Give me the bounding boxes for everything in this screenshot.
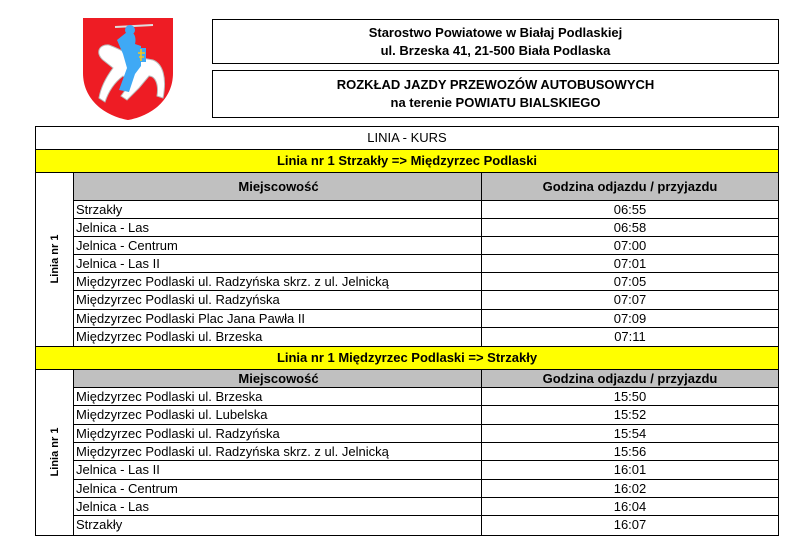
line-label-cell — [36, 173, 74, 346]
column-header-location: Miejscowość — [74, 370, 482, 387]
stop-time: 16:02 — [613, 480, 647, 496]
stop-name: Międzyrzec Podlaski ul. Radzyńska — [74, 425, 482, 442]
table-row — [74, 219, 778, 237]
stop-time: 16:04 — [613, 499, 647, 515]
document-title-box — [212, 70, 779, 118]
stop-name: Międzyrzec Podlaski ul. Radzyńska — [74, 291, 482, 308]
table-row — [74, 328, 778, 346]
line-label: Linia nr 1 — [48, 234, 61, 284]
stop-time: 16:01 — [613, 462, 647, 478]
stop-name: Międzyrzec Podlaski Plac Jana Pawła II — [74, 310, 482, 327]
table-row — [74, 273, 778, 291]
coat-of-arms-icon — [83, 18, 173, 120]
stop-time: 07:00 — [613, 238, 647, 254]
table-row — [74, 388, 778, 406]
column-header-row — [74, 173, 778, 201]
table-row — [74, 406, 778, 424]
stop-time: 06:55 — [613, 202, 647, 217]
document-subtitle: na terenie POWIATU BIALSKIEGO — [390, 95, 601, 110]
column-header-time: Godzina odjazdu / przyjazdu — [542, 179, 718, 194]
table-caption: LINIA - KURS — [36, 127, 778, 150]
section-2 — [36, 370, 778, 535]
table-row — [74, 516, 778, 534]
office-name: Starostwo Powiatowe w Białaj Podlaskiej — [368, 24, 623, 40]
table-row — [74, 425, 778, 443]
table-row — [74, 461, 778, 479]
stop-name: Jelnica - Las — [74, 219, 482, 236]
table-row — [74, 310, 778, 328]
stop-name: Jelnica - Las II — [74, 255, 482, 272]
stop-time: 07:09 — [613, 310, 647, 326]
section-title: Linia nr 1 Strzakły => Międzyrzec Podlaski — [36, 150, 778, 173]
stop-name: Jelnica - Centrum — [74, 480, 482, 497]
document-title: ROZKŁAD JAZDY PRZEWOZÓW AUTOBUSOWYCH — [336, 77, 655, 92]
table-row — [74, 443, 778, 461]
stop-name: Międzyrzec Podlaski ul. Brzeska — [74, 328, 482, 346]
table-row — [74, 498, 778, 516]
stop-name: Międzyrzec Podlaski ul. Lubelska — [74, 406, 482, 423]
table-row — [74, 255, 778, 273]
timetable — [35, 126, 779, 536]
stop-name: Jelnica - Centrum — [74, 237, 482, 254]
section-title: Linia nr 1 Międzyrzec Podlaski => Strzakły — [36, 347, 778, 370]
column-header-time: Godzina odjazdu / przyjazdu — [542, 370, 718, 386]
table-row — [74, 201, 778, 219]
stop-name: Międzyrzec Podlaski ul. Brzeska — [74, 388, 482, 405]
table-row — [74, 237, 778, 255]
stop-time: 07:01 — [613, 256, 647, 272]
office-info-box — [212, 19, 779, 64]
office-address: ul. Brzeska 41, 21-500 Biała Podlaska — [380, 42, 611, 58]
stop-time: 07:05 — [613, 274, 647, 290]
stop-time: 07:07 — [613, 292, 647, 308]
stop-name: Strzakły — [74, 201, 482, 218]
stop-name: Jelnica - Las II — [74, 461, 482, 478]
column-header-location: Miejscowość — [74, 173, 482, 200]
line-label: Linia nr 1 — [48, 427, 61, 477]
stop-name: Międzyrzec Podlaski ul. Radzyńska skrz. z ul. Jelnicką — [74, 443, 482, 460]
line-label-cell — [36, 370, 74, 535]
stop-time: 15:56 — [613, 443, 647, 459]
stop-time: 06:58 — [613, 220, 647, 236]
table-row — [74, 291, 778, 309]
stop-name: Międzyrzec Podlaski ul. Radzyńska skrz. z ul. Jelnicką — [74, 273, 482, 290]
table-row — [74, 480, 778, 498]
stop-name: Jelnica - Las — [74, 498, 482, 515]
section-1 — [36, 173, 778, 347]
stop-name: Strzakły — [74, 516, 482, 534]
stop-time: 07:11 — [614, 328, 646, 344]
stop-time: 15:54 — [613, 425, 647, 441]
column-header-row — [74, 370, 778, 388]
stop-time: 16:07 — [613, 517, 647, 533]
stop-time: 15:50 — [613, 388, 647, 404]
stop-time: 15:52 — [613, 407, 647, 423]
